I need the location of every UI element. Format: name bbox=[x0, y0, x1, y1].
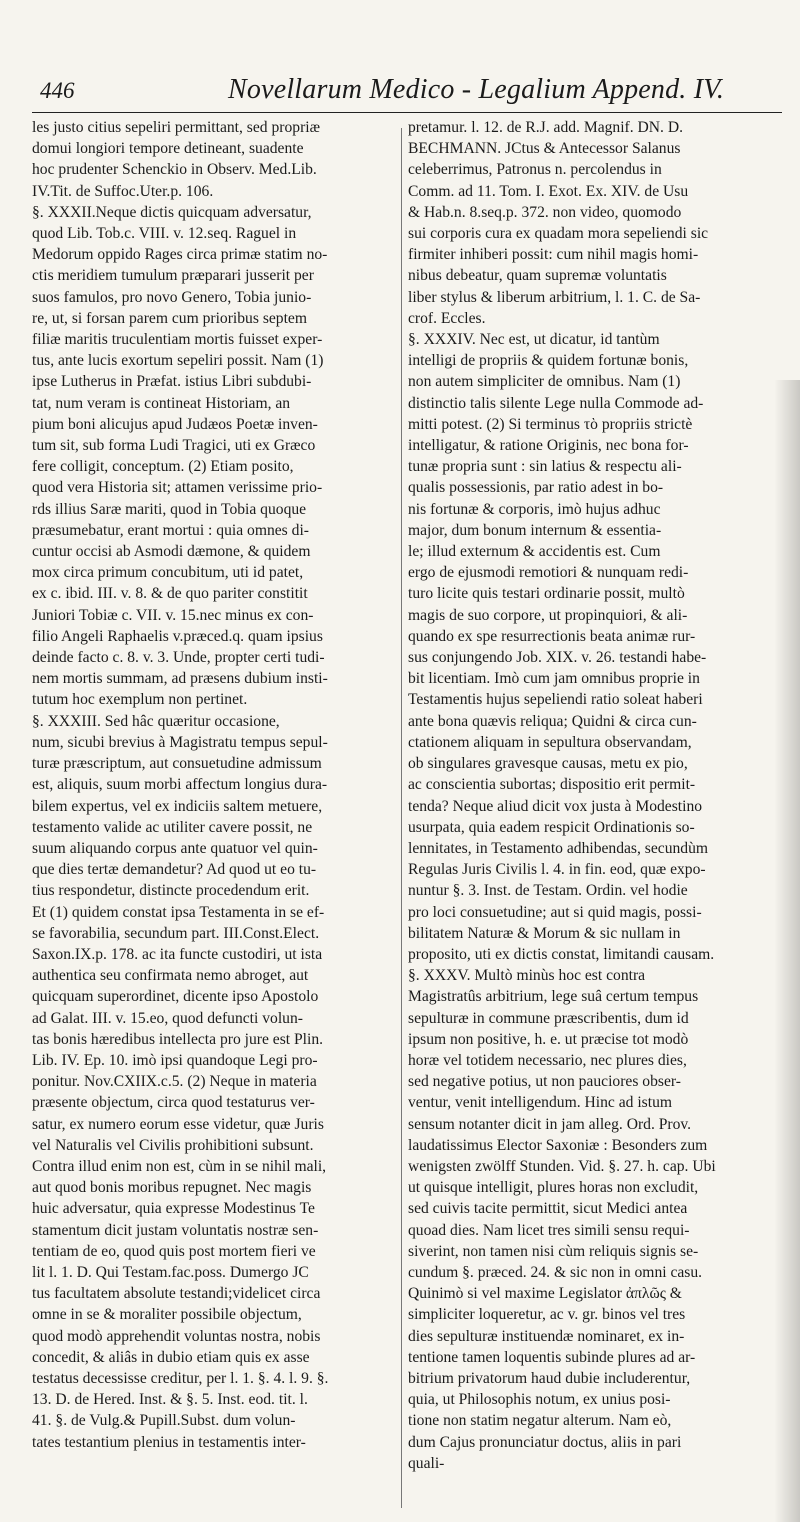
text-line: distinctio talis silente Lege nulla Commode ad- bbox=[408, 394, 704, 412]
text-line: celeberrimus, Patronus n. percolendus in bbox=[408, 161, 662, 179]
text-line: magis de suo corpore, ut propinquiori, & ali- bbox=[408, 606, 688, 624]
text-line: ctis meridiem tumulum præparari jusserit per bbox=[32, 267, 314, 285]
text-line: dum Cajus pronunciatur doctus, aliis in pari bbox=[408, 1433, 682, 1451]
text-line: intelligatur, & ratione Originis, nec bona for- bbox=[408, 437, 689, 455]
text-line: mox circa primum concubitum, uti id patet, bbox=[32, 564, 304, 582]
page-edge-shadow bbox=[774, 380, 800, 1522]
page-number: 446 bbox=[40, 78, 75, 103]
text-line: lit l. 1. D. Qui Testam.fac.poss. Dumergo JC bbox=[32, 1263, 309, 1281]
text-line: le; illud externum & accidentis est. Cum bbox=[408, 543, 661, 561]
text-line: ipse Lutherus in Præfat. istius Libri subdubi- bbox=[32, 373, 312, 391]
text-line: se favorabilia, secundum part. III.Const.Elect. bbox=[32, 924, 320, 942]
text-line: BECHMANN. JCtus & Antecessor Salanus bbox=[408, 140, 681, 158]
text-line: pretamur. l. 12. de R.J. add. Magnif. DN. D. bbox=[408, 119, 684, 136]
text-line: quando ex spe resurrectionis beata animæ rur- bbox=[408, 627, 696, 645]
text-line: Magistratûs arbitrium, lege suâ certum tempus bbox=[408, 988, 699, 1006]
column-divider bbox=[401, 128, 402, 1508]
text-line: Contra illud enim non est, cùm in se nihil mali, bbox=[32, 1157, 327, 1175]
text-line: testatus decessisse creditur, per l. 1. §. 4. l. 9. §. bbox=[32, 1369, 329, 1387]
text-line: tates testantium plenius in testamentis inter- bbox=[32, 1433, 306, 1451]
text-line: usurpata, quia eadem respicit Ordinationis so- bbox=[408, 818, 695, 836]
text-line: liber stylus & liberum arbitrium, l. 1. C. de Sa- bbox=[408, 288, 701, 306]
text-line: sed cuivis tacite permittit, sicut Medici antea bbox=[408, 1200, 688, 1218]
text-line: wenigsten zwölff Stunden. Vid. §. 27. h. cap. Ubi bbox=[408, 1157, 716, 1175]
header-rule bbox=[32, 112, 782, 113]
text-line: tentione tamen loquentis subinde plures ad ar- bbox=[408, 1348, 696, 1366]
text-line: tum sit, sub forma Ludi Tragici, uti ex Græco bbox=[32, 437, 316, 455]
text-line: proposito, uti ex dictis constat, limitandi causam. bbox=[408, 945, 715, 963]
text-line: cuntur occisi ab Asmodi dæmone, & quidem bbox=[32, 543, 311, 561]
text-line: turæ præscriptum, aut consuetudine admissum bbox=[32, 755, 322, 773]
text-line: authentica seu confirmata nemo abroget, aut bbox=[32, 967, 309, 985]
text-line: Juniori Tobiæ c. VII. v. 15.nec minus ex con- bbox=[32, 606, 314, 624]
text-line: que dies tertæ demandetur? Ad quod ut eo tu- bbox=[32, 861, 317, 879]
text-line: lennitates, in Testamento adhibendas, secundùm bbox=[408, 839, 709, 857]
text-line: sed negative potius, ut non pauciores obser- bbox=[408, 1073, 681, 1091]
text-line: tas bonis hæredibus intellecta pro jure est Plin. bbox=[32, 1030, 324, 1048]
text-line: omne in se & moraliter possibile objectum, bbox=[32, 1306, 302, 1324]
text-line: vel Naturalis vel Civilis prohibitioni subsunt. bbox=[32, 1136, 314, 1154]
text-line: Testamentis hujus sepeliendi ratio soleat haberi bbox=[408, 691, 703, 709]
text-line: non autem simpliciter de omnibus. Nam (1) bbox=[408, 373, 681, 391]
text-line: Regulas Juris Civilis l. 4. in fin. eod, quæ expo- bbox=[408, 861, 706, 879]
text-line: mitti potest. (2) Si terminus τὸ propriis strictè bbox=[408, 415, 693, 433]
left-column bbox=[32, 117, 400, 1453]
text-line: præsente objectum, circa quod testaturus ver- bbox=[32, 1094, 315, 1112]
text-line: ex c. ibid. III. v. 8. & de quo pariter constitit bbox=[32, 585, 308, 603]
text-line: ad Galat. III. v. 15.eo, quod defuncti volun- bbox=[32, 1009, 303, 1027]
text-line: quicquam superordinet, dicente ipso Apostolo bbox=[32, 988, 319, 1006]
text-line: 13. D. de Hered. Inst. & §. 5. Inst. eod. tit. l. bbox=[32, 1391, 308, 1409]
text-line: quod Lib. Tob.c. VIII. v. 12.seq. Raguel in bbox=[32, 225, 297, 243]
text-line: sepulturæ in commune præscribentis, dum id bbox=[408, 1009, 689, 1027]
text-line: nuntur §. 3. Inst. de Testam. Ordin. vel hodie bbox=[408, 882, 688, 900]
text-line: & Hab.n. 8.seq.p. 372. non video, quomodo bbox=[408, 203, 682, 221]
page-header bbox=[26, 72, 782, 112]
text-line: simpliciter loqueretur, ac v. gr. binos vel tres bbox=[408, 1306, 686, 1324]
text-line: tus facultatem absolute testandi;videlicet circa bbox=[32, 1285, 321, 1303]
text-line: ctationem aliquam in sepultura observandam, bbox=[408, 733, 692, 751]
text-line: tius respondetur, distincte procedendum erit. bbox=[32, 882, 310, 900]
text-line: concedit, & aliâs in dubio etiam quis ex asse bbox=[32, 1348, 310, 1366]
text-line: præsumebatur, erant mortui : quia omnes di- bbox=[32, 521, 309, 539]
text-line: les justo citius sepeliri permittant, sed propriæ bbox=[32, 119, 321, 136]
text-line: Lib. IV. Ep. 10. imò ipsi quandoque Legi pro- bbox=[32, 1051, 318, 1069]
text-line: rds illius Saræ mariti, quod in Tobia quoque bbox=[32, 500, 307, 518]
text-line: §. XXXIV. Nec est, ut dicatur, id tantùm bbox=[408, 331, 660, 349]
text-line: deinde facto c. 8. v. 3. Unde, propter certi tudi- bbox=[32, 649, 325, 667]
text-line: cundum §. præced. 24. & sic non in omni casu. bbox=[408, 1263, 703, 1281]
text-line: Et (1) quidem constat ipsa Testamenta in se ef- bbox=[32, 903, 325, 921]
text-line: tunæ propria sunt : sin latius & respectu ali- bbox=[408, 458, 682, 476]
text-line: ut quisque intelligit, plures horas non excludit, bbox=[408, 1179, 699, 1197]
text-line: sus conjungendo Job. XIX. v. 26. testandi habe- bbox=[408, 649, 707, 667]
text-line: tutum hoc exemplum non pertinet. bbox=[32, 691, 248, 709]
text-line: bilitatem Naturæ & Morum & sic nullam in bbox=[408, 924, 681, 942]
text-line: fere colligit, conceptum. (2) Etiam posito, bbox=[32, 458, 294, 476]
text-line: ipsum non positive, h. e. ut præcise tot modò bbox=[408, 1030, 689, 1048]
text-line: huic adversatur, quia expresse Modestinus Te bbox=[32, 1200, 315, 1218]
text-line: intelligi de propriis & quidem fortunæ bonis, bbox=[408, 352, 689, 370]
text-line: 41. §. de Vulg.& Pupill.Subst. dum volun- bbox=[32, 1412, 296, 1430]
text-line: §. XXXV. Multò minùs hoc est contra bbox=[408, 967, 646, 985]
text-line: §. XXXIII. Sed hâc quæritur occasione, bbox=[32, 712, 280, 730]
text-line: testamento valide ac utiliter cavere possit, ne bbox=[32, 818, 313, 836]
text-line: quod modò apprehendit voluntas nostra, nobis bbox=[32, 1327, 321, 1345]
text-line: siverint, non tamen nisi cùm reliquis signis se- bbox=[408, 1242, 699, 1260]
text-line: filio Angeli Raphaelis v.præced.q. quam ipsius bbox=[32, 627, 323, 645]
text-line: tentiam de eo, quod quis post mortem fieri ve bbox=[32, 1242, 316, 1260]
text-line: dies sepulturæ instituendæ nominaret, ex in- bbox=[408, 1327, 685, 1345]
text-line: suum aliquando corpus ante quatuor vel quin- bbox=[32, 839, 318, 857]
text-line: satur, ex numero eorum esse videtur, quæ Juris bbox=[32, 1115, 324, 1133]
text-line: tus, ante lucis exortum sepeliri possit. Nam (1) bbox=[32, 352, 324, 370]
text-line: Quinimò si vel maxime Legislator ἀπλῶς & bbox=[408, 1285, 682, 1303]
text-line: major, dum bonum internum & essentia- bbox=[408, 521, 662, 539]
text-line: quoad dies. Nam licet tres simili sensu requi- bbox=[408, 1221, 690, 1239]
text-line: quod vera Historia sit; attamen verissime prio- bbox=[32, 479, 323, 497]
text-line: IV.Tit. de Suffoc.Uter.p. 106. bbox=[32, 182, 214, 200]
right-column bbox=[408, 117, 782, 1474]
text-line: tenda? Neque aliud dicit vox justa à Modestino bbox=[408, 797, 703, 815]
text-line: pium boni alicujus apud Judæos Poetæ inven- bbox=[32, 415, 318, 433]
text-line: quia, ut Philosophis notum, ex unius posi- bbox=[408, 1391, 671, 1409]
text-line: sui corporis cura ex quadam mora sepeliendi sic bbox=[408, 225, 709, 243]
text-line: ob singulares gravesque causas, metu ex pio, bbox=[408, 755, 688, 773]
text-line: bit licentiam. Imò cum jam omnibus proprie in bbox=[408, 670, 700, 688]
text-line: quali- bbox=[408, 1454, 445, 1472]
text-line: ventur, venit intelligendum. Hinc ad istum bbox=[408, 1094, 672, 1112]
text-line: bilem expertus, vel ex indiciis saltem metuere, bbox=[32, 797, 323, 815]
text-line: tione non statim negatur alterum. Nam eò, bbox=[408, 1412, 672, 1430]
text-line: tat, num veram is contineat Historiam, an bbox=[32, 394, 291, 412]
text-line: ante bona quævis reliqua; Quidni & circa cun- bbox=[408, 712, 697, 730]
text-line: ac conscientia subortas; dispositio erit permit- bbox=[408, 776, 696, 794]
text-line: Comm. ad 11. Tom. I. Exot. Ex. XIV. de Usu bbox=[408, 182, 689, 200]
text-line: sensum notanter dicit in jam alleg. Ord. Prov. bbox=[408, 1115, 692, 1133]
text-line: ponitur. Nov.CXIIX.c.5. (2) Neque in materia bbox=[32, 1073, 317, 1091]
text-line: Medorum oppido Rages circa primæ statim no- bbox=[32, 246, 328, 264]
text-line: ergo de ejusmodi remotiori & nunquam redi- bbox=[408, 564, 689, 582]
text-line: pro loci consuetudine; aut si quid magis, possi- bbox=[408, 903, 702, 921]
text-line: firmiter inhiberi possit: cum nihil magis homi- bbox=[408, 246, 699, 264]
text-line: turo licite quis testari ordinarie possit, multò bbox=[408, 585, 685, 603]
running-title: Novellarum Medico - Legalium Append. IV. bbox=[228, 74, 725, 105]
text-line: filiæ maritis truculentiam mortis fuisset exper- bbox=[32, 331, 323, 349]
text-line: bitrium privatorum haud dubie includerentur, bbox=[408, 1369, 691, 1387]
text-line: est, aliquis, suum morbi affectum longius dura- bbox=[32, 776, 328, 794]
text-line: num, sicubi brevius à Magistratu tempus sepul- bbox=[32, 733, 328, 751]
text-line: §. XXXII.Neque dictis quicquam adversatur, bbox=[32, 203, 312, 221]
text-line: qualis possessionis, par ratio adest in bo- bbox=[408, 479, 664, 497]
text-line: suos famulos, pro novo Genero, Tobia junio- bbox=[32, 288, 312, 306]
text-line: re, ut, si forsan parem cum prioribus septem bbox=[32, 309, 307, 327]
text-line: hoc prudenter Schenckio in Observ. Med.Lib. bbox=[32, 161, 317, 179]
text-line: nibus debeatur, quam supremæ voluntatis bbox=[408, 267, 667, 285]
text-line: nem mortis summam, ad præsens dubium insti- bbox=[32, 670, 328, 688]
text-line: nis fortunæ & corporis, imò hujus adhuc bbox=[408, 500, 661, 518]
text-line: stamentum dicit justam voluntatis nostræ sen- bbox=[32, 1221, 319, 1239]
text-line: domui longiori tempore detineant, suadente bbox=[32, 140, 304, 158]
text-line: crof. Eccles. bbox=[408, 309, 486, 327]
text-line: laudatissimus Elector Saxoniæ : Besonders zum bbox=[408, 1136, 708, 1154]
text-line: horæ vel totidem necessario, nec plures dies, bbox=[408, 1051, 687, 1069]
text-line: Saxon.IX.p. 178. ac ita functe custodiri, ut ista bbox=[32, 945, 323, 963]
text-line: aut quod bonis moribus repugnet. Nec magis bbox=[32, 1179, 312, 1197]
